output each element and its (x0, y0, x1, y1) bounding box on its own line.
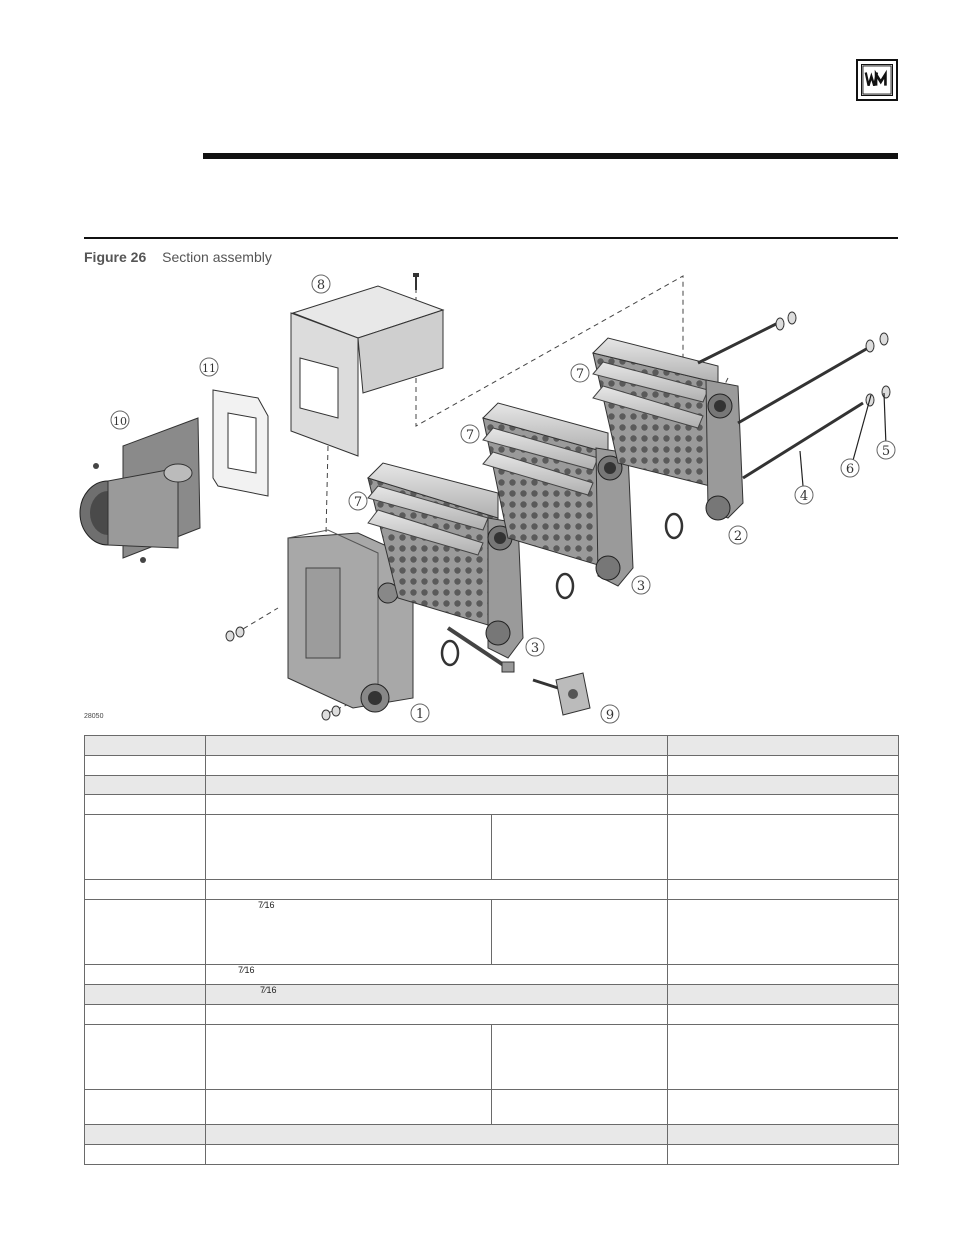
svg-text:11: 11 (202, 362, 216, 375)
callout-11 (200, 358, 218, 376)
svg-text:7: 7 (575, 367, 585, 382)
svg-text:2: 2 (733, 529, 743, 544)
svg-text:3: 3 (636, 579, 646, 594)
table-row (85, 1005, 899, 1025)
figure-code: 28050 (84, 713, 104, 720)
header-rule (203, 153, 898, 159)
callout-3b (632, 576, 650, 594)
figure-caption (84, 249, 272, 265)
callout-7b (461, 425, 479, 443)
callout-10 (111, 411, 129, 429)
fraction-7-16: 7⁄16 (258, 900, 275, 910)
table-row (85, 1125, 899, 1145)
part-9-fitting (533, 673, 590, 715)
callout-5 (877, 441, 895, 459)
callout-2 (729, 526, 747, 544)
svg-text:7: 7 (465, 428, 475, 443)
table-row (85, 815, 899, 880)
part-11-gasket (213, 390, 268, 496)
table-row (85, 795, 899, 815)
part-8-flue-collector (291, 286, 443, 456)
svg-text:5: 5 (881, 444, 891, 459)
callout-6 (841, 459, 859, 477)
fraction-7-16: 7⁄16 (260, 985, 277, 995)
table-row (85, 1145, 899, 1165)
table-row (85, 1090, 899, 1125)
table-row (85, 965, 899, 985)
table-row (85, 985, 899, 1005)
weil-mclain-logo (856, 59, 898, 101)
table-row (85, 880, 899, 900)
callout-4 (795, 486, 813, 504)
svg-text:9: 9 (605, 708, 615, 723)
callout-7c (571, 364, 589, 382)
logo-mark (861, 64, 893, 96)
screw (413, 273, 419, 290)
logo-icon (862, 64, 892, 96)
parts-table (84, 735, 899, 1165)
figure-number: Figure 26 (84, 249, 147, 265)
table-row (85, 900, 899, 965)
svg-text:10: 10 (113, 415, 127, 428)
svg-text:8: 8 (316, 278, 326, 293)
table-row (85, 756, 899, 776)
svg-text:1: 1 (415, 707, 425, 722)
svg-text:4: 4 (799, 489, 809, 504)
part-10-fitting (80, 418, 200, 563)
table-row (85, 776, 899, 795)
callout-1 (411, 704, 429, 722)
figure-title: Section assembly (162, 249, 272, 265)
svg-text:3: 3 (530, 641, 540, 656)
table-row (85, 1025, 899, 1090)
callout-3a (526, 638, 544, 656)
fraction-7-16: 7⁄16 (238, 965, 255, 975)
svg-text:7: 7 (353, 495, 363, 510)
section-assembly-diagram (78, 268, 898, 728)
table-row (85, 736, 899, 756)
callout-7a (349, 492, 367, 510)
callout-8 (312, 275, 330, 293)
callout-9 (601, 705, 619, 723)
section-rule (84, 237, 898, 239)
svg-text:6: 6 (845, 462, 855, 477)
